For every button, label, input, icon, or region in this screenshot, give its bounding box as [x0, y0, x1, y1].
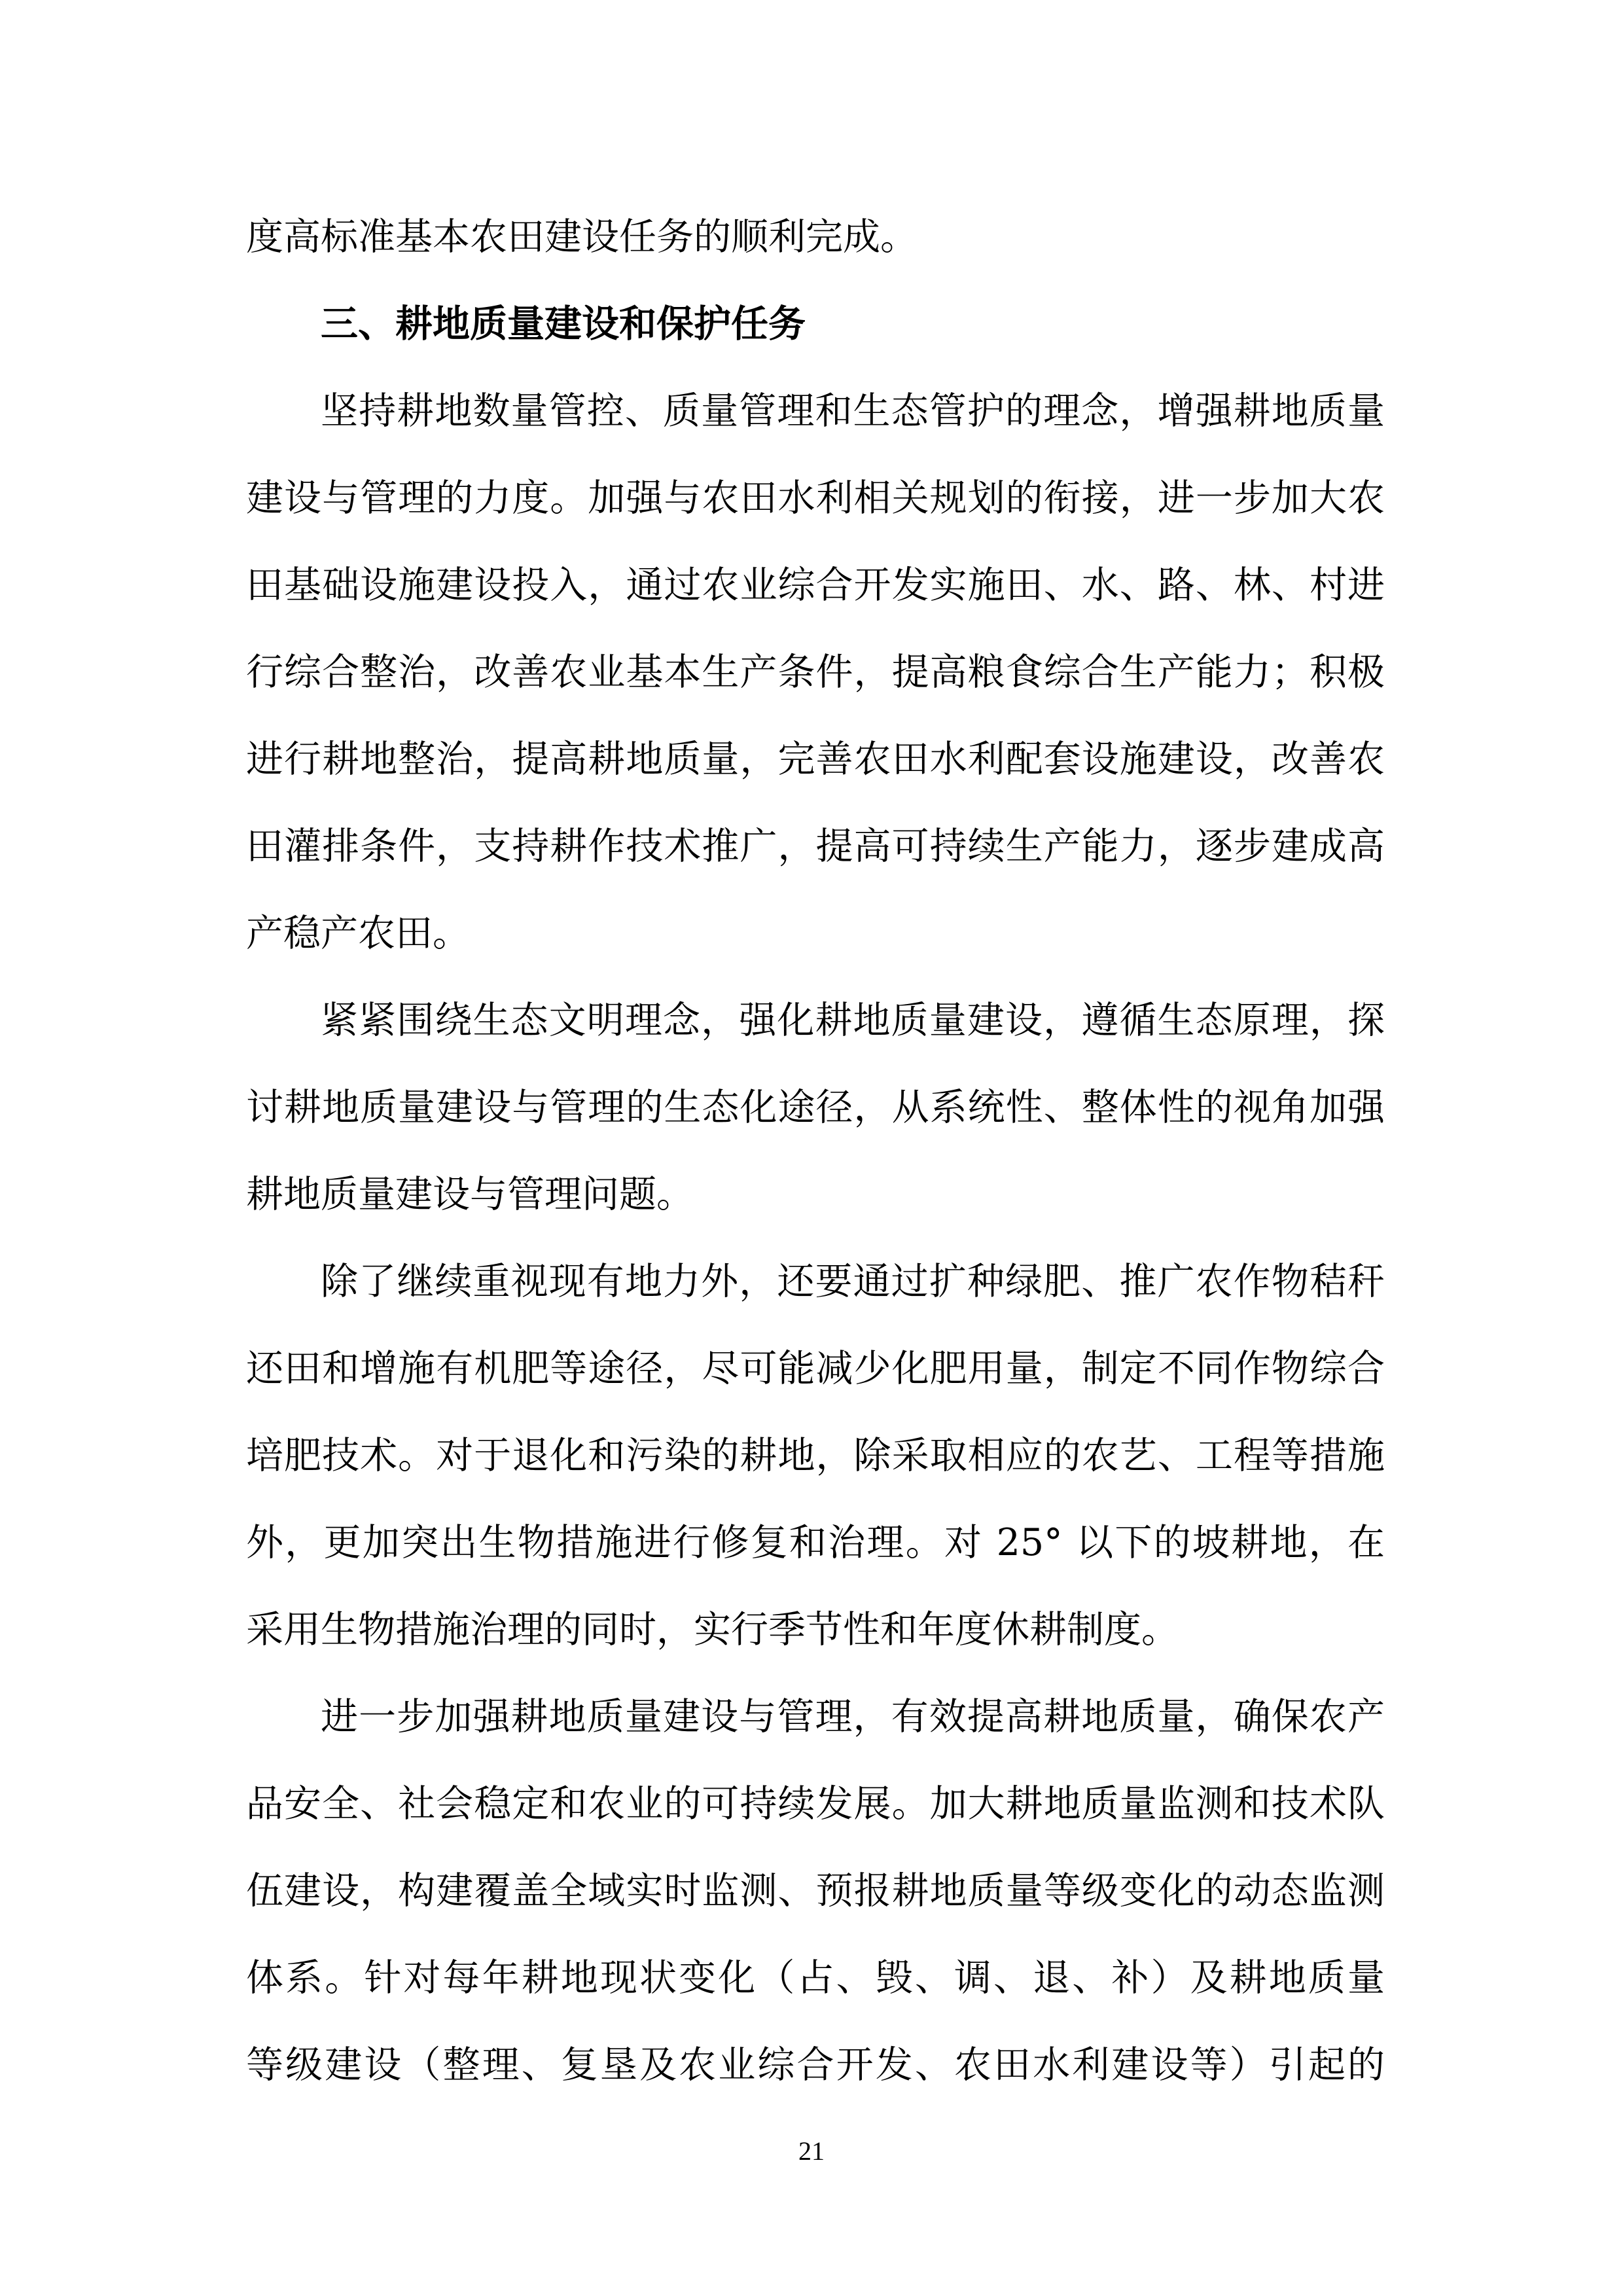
paragraph-line: 除了继续重视现有地力外，还要通过扩种绿肥、推广农作物秸秆: [321, 1260, 1385, 1303]
paragraph-line: 讨耕地质量建设与管理的生态化途径，从系统性、整体性的视角加强: [246, 1086, 1385, 1129]
paragraph-line: 还田和增施有机肥等途径，尽可能减少化肥用量，制定不同作物综合: [246, 1347, 1385, 1390]
paragraph-line: 耕地质量建设与管理问题。: [246, 1173, 694, 1216]
paragraph-line: 品安全、社会稳定和农业的可持续发展。加大耕地质量监测和技术队: [246, 1782, 1385, 1825]
paragraph-line: 建设与管理的力度。加强与农田水利相关规划的衔接，进一步加大农: [246, 476, 1385, 520]
paragraph-line: 进行耕地整治，提高耕地质量，完善农田水利配套设施建设，改善农: [246, 738, 1385, 781]
page-number: 21: [798, 2136, 825, 2166]
paragraph-line: 行综合整治，改善农业基本生产条件，提高粮食综合生产能力；积极: [246, 651, 1385, 694]
paragraph-line: 外，更加突出生物措施进行修复和治理。对 25° 以下的坡耕地，在: [246, 1521, 1385, 1564]
paragraph-line: 坚持耕地数量管控、质量管理和生态管护的理念，增强耕地质量: [321, 389, 1385, 433]
paragraph-line: 伍建设，构建覆盖全域实时监测、预报耕地质量等级变化的动态监测: [246, 1869, 1385, 1912]
section-heading: 三、耕地质量建设和保护任务: [321, 302, 806, 346]
paragraph-line: 田基础设施建设投入，通过农业综合开发实施田、水、路、林、村进: [246, 564, 1385, 607]
paragraph-line: 产稳产农田。: [246, 912, 470, 955]
paragraph-line: 培肥技术。对于退化和污染的耕地，除采取相应的农艺、工程等措施: [246, 1434, 1385, 1477]
paragraph-line: 等级建设（整理、复垦及农业综合开发、农田水利建设等）引起的: [246, 2043, 1385, 2087]
paragraph-line: 进一步加强耕地质量建设与管理，有效提高耕地质量，确保农产: [321, 1695, 1385, 1738]
paragraph-line: 采用生物措施治理的同时，实行季节性和年度休耕制度。: [246, 1608, 1179, 1651]
paragraph-line: 体系。针对每年耕地现状变化（占、毁、调、退、补）及耕地质量: [246, 1956, 1385, 2000]
paragraph-line: 紧紧围绕生态文明理念，强化耕地质量建设，遵循生态原理，探: [321, 999, 1385, 1042]
paragraph-line: 田灌排条件，支持耕作技术推广，提高可持续生产能力，逐步建成高: [246, 825, 1385, 868]
paragraph-line: 度高标准基本农田建设任务的顺利完成。: [246, 215, 918, 259]
